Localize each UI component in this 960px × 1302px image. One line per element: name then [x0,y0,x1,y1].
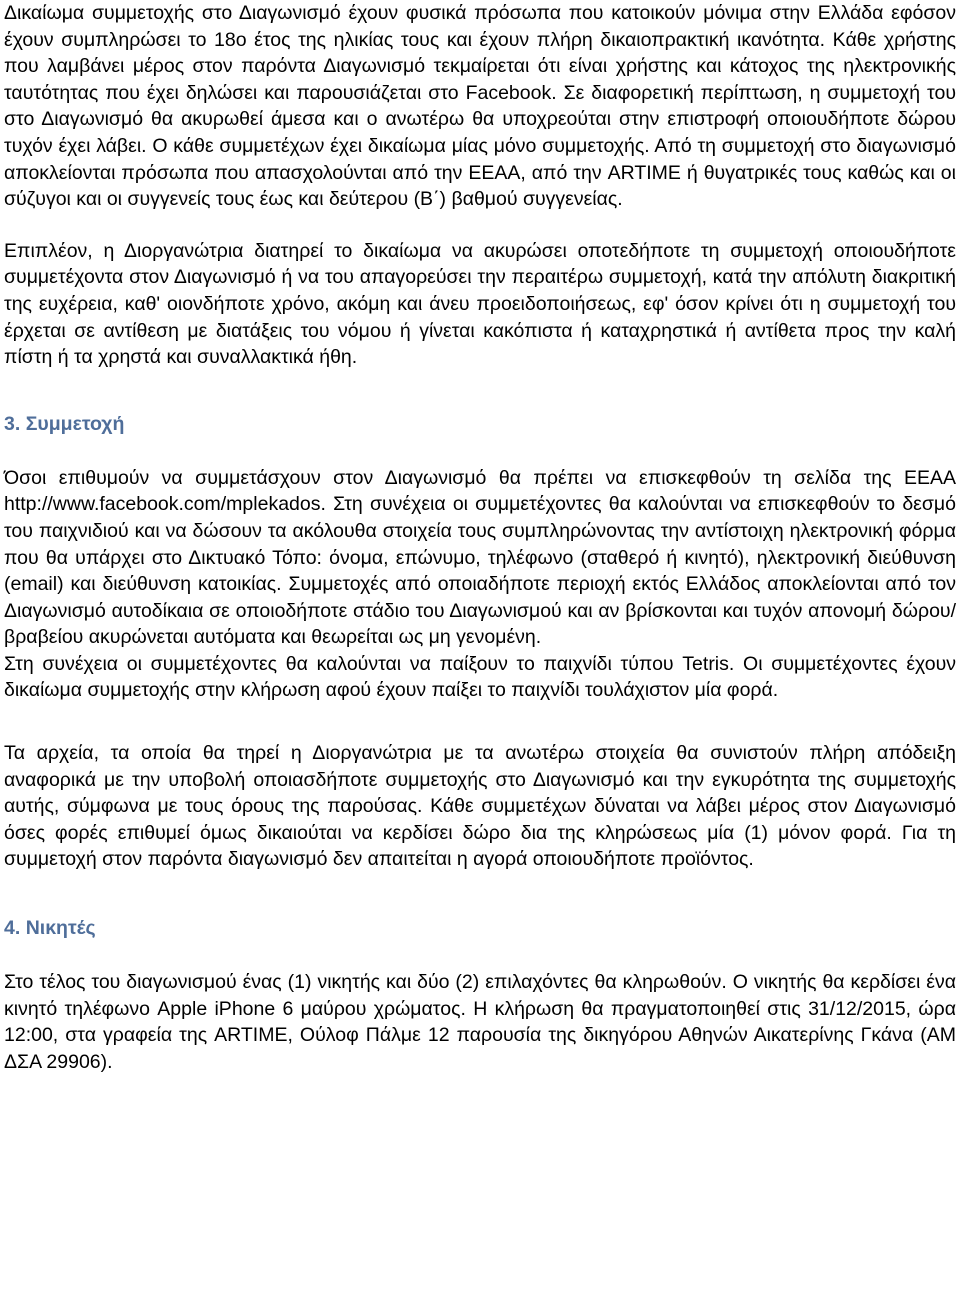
section-title: Νικητές [25,917,96,940]
paragraph-winners: Στο τέλος του διαγωνισμού ένας (1) νικητής και δύο (2) επιλαχόντες θα κληρωθούν. Ο νικητής θα κερδίσει ένα κινητό τηλέφωνο Apple iPhone 6 μαύρου χρώματος. Η κλήρωση θα πραγματοποιηθεί στις 31/12/2015, ώρα 12:00, στα γραφεία της ARTIME, Ούλοφ Πάλμε 12 παρουσία της δικηγόρου Αθηνών Αικατερίνης Γκάνα (ΑΜ ΔΣΑ 29906). [4,971,956,1073]
paragraph-cancellation: Επιπλέον, η Διοργανώτρια διατηρεί το δικαίωμα να ακυρώσει οποτεδήποτε τη συμμετοχή οποιουδήποτε συμμετέχοντα στον Διαγωνισμό ή να του απαγορεύσει την περαιτέρω συμμετοχή, κατά την απόλυτη διακριτική της ευχέρεια, καθ' οιονδήποτε χρόνο, ακόμη και άνευ προειδοποιήσεως, εφ' όσον κρίνει ότι η συμμετοχή του έρχεται σε αντίθεση με διατάξεις του νόμου ή γίνεται κακόπιστα ή καταχρηστικά ή αντίθετα προς την καλή πίστη ή τα χρηστά και συναλλακτικά ήθη. [4,239,956,369]
section-number: 4. [4,917,21,940]
paragraph-visit: Όσοι επιθυμούν να συμμετάσχουν στον Διαγωνισμό θα πρέπει να επισκεφθούν τη σελίδα της ΕΕΑΑ http://www.facebook.com/mplekados. Στη συνέχεια οι συμμετέχοντες θα καλούνται να επισκεφθούν το δεσμό του παιχνιδιού και να δώσουν τα ακόλουθα στοιχεία τους συμπληρώνοντας την αντίστοιχη ηλεκτρονική φόρμα που θα υπάρχει στο Δικτυακό Τόπο: όνομα, επώνυμο, τηλέφωνο (σταθερό ή κινητό), ηλεκτρονική διεύθυνση (email) και διεύθυνση κατοικίας. Συμμετοχές από οποιαδήποτε περιοχή εκτός Ελλάδος αποκλείονται από τον Διαγωνισμό αυτοδίκαια σε οποιοδήποτε στάδιο του Διαγωνισμού και αν βρίσκονται και τυχόν απονομή δώρου/βραβείου ακυρώνεται αυτόματα και θεωρείται ως μη γενομένη. [4,466,956,649]
section-heading-participation [4,411,956,437]
paragraph-tetris: Στη συνέχεια οι συμμετέχοντες θα καλούνται να παίξουν το παιχνίδι τύπου Tetris. Οι συμμετέχοντες έχουν δικαίωμα συμμετοχής στην κλήρωση αφού έχουν παίξει το παιχνίδι τουλάχιστον μία φορά. [4,652,956,702]
section-title: Συμμετοχή [25,412,125,435]
paragraph-files: Τα αρχεία, τα οποία θα τηρεί η Διοργανώτρια με τα ανωτέρω στοιχεία θα συνιστούν πλήρη απόδειξη αναφορικά με την υποβολή οποιασδήποτε συμμετοχής στο Διαγωνισμό και την εγκυρότητα της συμμετοχής αυτής, σύμφωνα με τους όρους της παρούσας. Κάθε συμμετέχων δύναται να λάβει μέρος στον Διαγωνισμό όσες φορές επιθυμεί όμως δικαιούται να κερδίσει δώρο δια της κληρώσεως μία (1) μόνον φορά. Για τη συμμετοχή στον παρόντα διαγωνισμό δεν απαιτείται η αγορά οποιουδήποτε προϊόντος. [4,742,956,871]
section-number: 3. [4,412,21,435]
section-heading-winners [4,915,956,941]
paragraph-eligibility: Δικαίωμα συμμετοχής στο Διαγωνισμό έχουν φυσικά πρόσωπα που κατοικούν μόνιμα στην Ελλάδα εφόσον έχουν συμπληρώσει το 18ο έτος της ηλικίας τους και έχουν πλήρη δικαιοπρακτική ικανότητα. Κάθε χρήστης που λαμβάνει μέρος στον παρόντα Διαγωνισμό τεκμαίρεται ότι είναι χρήστης και κάτοχος της ηλεκτρονικής ταυτότητας που έχει δηλώσει και παρουσιάζεται στο Facebook. Σε διαφορετική περίπτωση, η συμμετοχή του στο Διαγωνισμό θα ακυρωθεί άμεσα και ο ανωτέρω θα υποχρεούται στην επιστροφή οποιουδήποτε δώρου τυχόν έχει λάβει. Ο κάθε συμμετέχων έχει δικαίωμα μίας μόνο συμμετοχής. Από τη συμμετοχή στο διαγωνισμό αποκλείονται πρόσωπα που απασχολούνται από την ΕΕΑΑ, από την ARTIME ή θυγατρικές τους καθώς και οι σύζυγοι και οι συγγενείς τους έως και δεύτερου (Β΄) βαθμού συγγενείας. [4,2,956,211]
